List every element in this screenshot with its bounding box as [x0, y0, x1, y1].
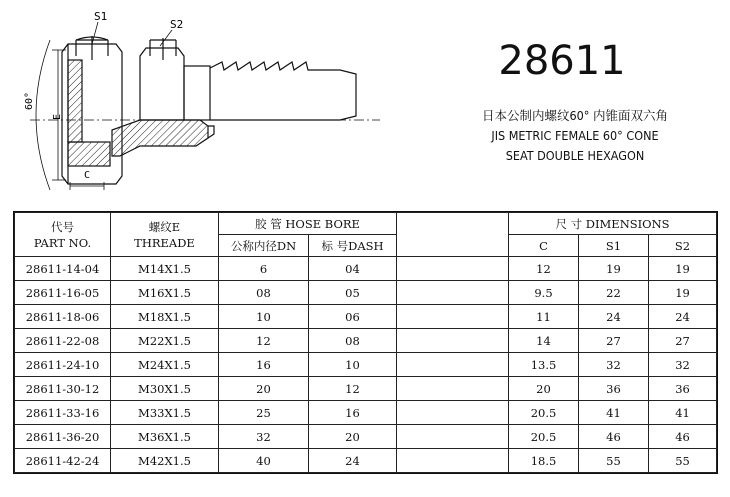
cell-dn: 08: [219, 281, 309, 305]
cell-s2: 55: [649, 449, 717, 473]
table-row: [15, 353, 717, 377]
cell-c: 9.5: [509, 281, 579, 305]
cell-s2: 32: [649, 353, 717, 377]
cell-thread: M24X1.5: [111, 353, 219, 377]
cell-part-no: 28611-16-05: [15, 281, 111, 305]
cell-gap: [397, 377, 509, 401]
header-hose-bore: 胶 管 HOSE BORE: [219, 213, 397, 235]
cell-gap: [397, 329, 509, 353]
cell-dash: 08: [309, 329, 397, 353]
header-gap: [397, 213, 509, 257]
cell-s1: 19: [579, 257, 649, 281]
cell-part-no: 28611-14-04: [15, 257, 111, 281]
cell-dn: 20: [219, 377, 309, 401]
cell-s1: 27: [579, 329, 649, 353]
label-e: E: [52, 113, 63, 120]
cell-c: 14: [509, 329, 579, 353]
table-row: [15, 401, 717, 425]
title-chinese: 日本公制内螺纹60° 内锥面双六角: [482, 108, 668, 123]
table-row: [15, 305, 717, 329]
header-dash: 标 号DASH: [309, 235, 397, 257]
cell-dn: 32: [219, 425, 309, 449]
label-angle: 60°: [24, 91, 35, 110]
table-row: [15, 449, 717, 473]
table-row: [15, 425, 717, 449]
part-number: 28611: [498, 38, 626, 84]
label-s1: S1: [94, 10, 108, 23]
header-dn: 公称内径DN: [219, 235, 309, 257]
header-c: C: [509, 235, 579, 257]
cell-dash: 04: [309, 257, 397, 281]
cell-c: 11: [509, 305, 579, 329]
cell-part-no: 28611-22-08: [15, 329, 111, 353]
cell-gap: [397, 449, 509, 473]
cell-dash: 16: [309, 401, 397, 425]
cell-gap: [397, 257, 509, 281]
cell-dash: 06: [309, 305, 397, 329]
cell-thread: M36X1.5: [111, 425, 219, 449]
table-row: [15, 329, 717, 353]
cell-gap: [397, 401, 509, 425]
cell-gap: [397, 353, 509, 377]
header-s2: S2: [649, 235, 717, 257]
cell-dash: 05: [309, 281, 397, 305]
cell-part-no: 28611-33-16: [15, 401, 111, 425]
cell-dn: 10: [219, 305, 309, 329]
cell-s1: 22: [579, 281, 649, 305]
cell-thread: M33X1.5: [111, 401, 219, 425]
header-part-no: [15, 213, 111, 257]
header-s1: S1: [579, 235, 649, 257]
cell-s1: 46: [579, 425, 649, 449]
cell-c: 13.5: [509, 353, 579, 377]
cell-s1: 36: [579, 377, 649, 401]
cell-part-no: 28611-18-06: [15, 305, 111, 329]
cell-thread: M22X1.5: [111, 329, 219, 353]
title-english-line-1: JIS METRIC FEMALE 60° CONE: [491, 128, 659, 143]
cell-part-no: 28611-42-24: [15, 449, 111, 473]
cell-s2: 46: [649, 425, 717, 449]
cell-gap: [397, 425, 509, 449]
cell-gap: [397, 281, 509, 305]
cell-thread: M16X1.5: [111, 281, 219, 305]
header-thread-cn: 螺纹E: [148, 219, 181, 234]
cell-thread: M30X1.5: [111, 377, 219, 401]
cell-s2: 36: [649, 377, 717, 401]
cell-c: 12: [509, 257, 579, 281]
cell-part-no: 28611-30-12: [15, 377, 111, 401]
cell-dn: 12: [219, 329, 309, 353]
cell-thread: M14X1.5: [111, 257, 219, 281]
cell-s1: 24: [579, 305, 649, 329]
cell-c: 20.5: [509, 425, 579, 449]
cell-s2: 19: [649, 281, 717, 305]
cell-s1: 55: [579, 449, 649, 473]
header-part-no-en: PART NO.: [33, 235, 92, 250]
cell-c: 20: [509, 377, 579, 401]
table-row: [15, 281, 717, 305]
cell-c: 18.5: [509, 449, 579, 473]
cell-dash: 10: [309, 353, 397, 377]
cell-part-no: 28611-24-10: [15, 353, 111, 377]
cell-dn: 40: [219, 449, 309, 473]
header-thread-en: THREADE: [134, 235, 195, 250]
cell-dash: 24: [309, 449, 397, 473]
cell-s2: 41: [649, 401, 717, 425]
cell-dn: 25: [219, 401, 309, 425]
cell-dn: 16: [219, 353, 309, 377]
cell-thread: M42X1.5: [111, 449, 219, 473]
title-english-line-2: SEAT DOUBLE HEXAGON: [505, 148, 645, 163]
header-thread: [111, 213, 219, 257]
label-c: C: [84, 170, 91, 181]
cell-dash: 12: [309, 377, 397, 401]
table-row: [15, 377, 717, 401]
label-s2: S2: [170, 18, 184, 31]
cell-s2: 24: [649, 305, 717, 329]
header-dimensions: 尺 寸 DIMENSIONS: [509, 213, 717, 235]
cell-s1: 41: [579, 401, 649, 425]
cell-c: 20.5: [509, 401, 579, 425]
cell-dn: 6: [219, 257, 309, 281]
spec-table: [14, 212, 717, 473]
cell-thread: M18X1.5: [111, 305, 219, 329]
cell-s2: 27: [649, 329, 717, 353]
cell-dash: 20: [309, 425, 397, 449]
cell-s1: 32: [579, 353, 649, 377]
cell-part-no: 28611-36-20: [15, 425, 111, 449]
title-block: [425, 106, 725, 166]
cell-gap: [397, 305, 509, 329]
cell-s2: 19: [649, 257, 717, 281]
fitting-drawing: [0, 0, 420, 200]
header-part-no-cn: 代号: [51, 219, 74, 234]
table-row: [15, 257, 717, 281]
